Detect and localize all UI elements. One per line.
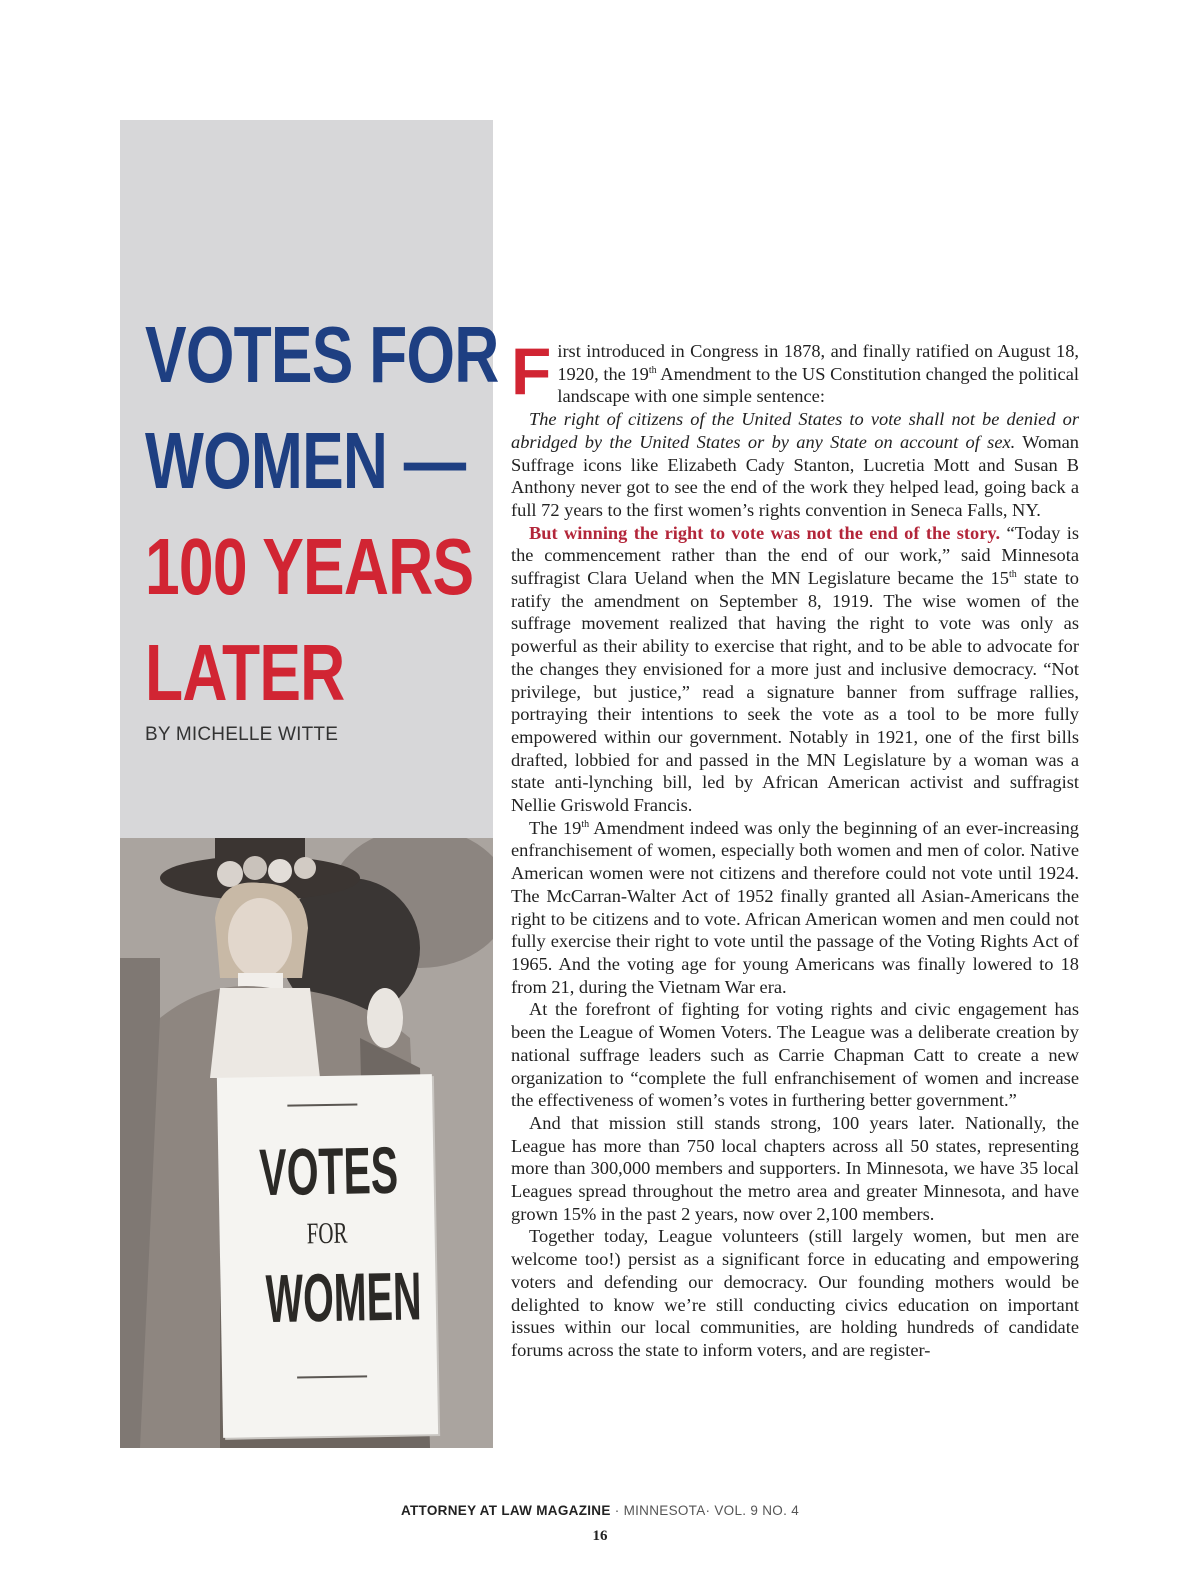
headline-line-4: LATER (145, 628, 345, 717)
byline: BY MICHELLE WITTE (145, 724, 339, 745)
drop-cap: F (511, 334, 552, 408)
article-paragraph-3 (511, 522, 1079, 817)
article-paragraph-5: At the forefront of fighting for voting rights and civic engagement has been the League of Women Voters. The League was a deliberate creation by national suffrage leaders such as Carrie Chapman Catt to create a new organization to “complete the full enfranchisement of women and increase the effectiveness of women’s votes in furthering better government.” (511, 999, 1079, 1111)
article-text: “Today is the commencement rather than the end of our work,” said Minnesota suffragist Clara Ueland when the MN Legislature became the 15 (511, 522, 1079, 589)
superscript: th (581, 818, 590, 830)
headline-line-1: VOTES FOR (145, 310, 499, 399)
article-body (511, 334, 1079, 1362)
suffragist-photo (120, 838, 493, 1448)
superscript: th (648, 364, 657, 376)
article-paragraph-7: Together today, League volunteers (still largely women, but men are welcome too!) persist as a significant force in educating and empowering voters and defending our democracy. Our founding mothers would be delighted to know we’re still conducting civics education on important issues within our local communities, are holding hundreds of candidate forums across the state to inform voters, and are register- (511, 1226, 1079, 1360)
page-number: 16 (592, 1528, 608, 1544)
article-paragraph-4 (511, 817, 1079, 999)
article-text: Amendment indeed was only the beginning of an ever-increasing enfranchisement of women, especially both women and men of color. Native American women were not citizens and therefore could not vote until 1924. The McCarran-Walter Act of 1952 finally granted all Asian-Americans the right to be citizens and to vote. African American women and men could not fully exercise their right to vote until the passage of the Voting Rights Act of 1965. And the voting age for young Americans was finally lowered to 18 from 21, during the Vietnam War era. (511, 817, 1079, 997)
superscript: th (1008, 569, 1017, 581)
article-text: Woman Suffrage icons like Elizabeth Cady Stanton, Lucretia Mott and Susan B Anthony never got to see the end of the work they helped lead, going back a full 72 years to the first women’s rights convention in Seneca Falls, NY. (511, 431, 1079, 520)
sign-ornament (287, 1103, 357, 1106)
article-paragraph-1 (511, 334, 1079, 408)
sign-ornament-bottom (297, 1375, 367, 1378)
sign-women: WOMEN (265, 1258, 423, 1338)
article-text: The 19 (529, 817, 582, 838)
sign-votes: VOTES (258, 1132, 399, 1210)
amendment-quote: The right of citizens of the United States to vote shall not be denied or abridged by the United States or by any State on account of sex. (511, 409, 1079, 452)
magazine-name: ATTORNEY AT LAW MAGAZINE (400, 1503, 611, 1518)
article-text: Amendment to the US Constitution changed the political landscape with one simple sentence: (557, 363, 1079, 407)
article-paragraph-6: And that mission still stands strong, 100 years later. Nationally, the League has more than 750 local chapters across all 50 states, representing more than 300,000 members and supporters. In Minnesota, we have 35 local Leagues spread throughout the metro area and greater Minnesota, and have grown 15% in the past 2 years, now over 2,100 members. (511, 1112, 1079, 1224)
highlight-sentence: But winning the right to vote was not the end of the story. (529, 522, 1001, 543)
issue-info: · MINNESOTA· VOL. 9 NO. 4 (610, 1503, 800, 1518)
article-paragraph-2 (511, 408, 1079, 522)
headline-line-2: WOMEN — (145, 416, 466, 505)
protest-sign (217, 1074, 438, 1438)
page-footer (0, 1503, 1200, 1518)
headline (145, 302, 499, 726)
article-text: state to ratify the amendment on September 8, 1919. The wise women of the suffrage movement realized that having the right to vote was only as powerful as their ability to exercise that right, and to be able to advocate for the changes they envisioned for a more just and inclusive democracy. “Not privilege, but justice,” read a signature banner from suffrage rallies, portraying their intentions to seek the vote as a tool to be more fully empowered within our government. Notably in 1921, one of the first bills drafted, lobbied for and passed in the MN Legislature by a woman was a state anti-lynching bill, led by African American activist and suffragist Nellie Griswold Francis. (511, 568, 1079, 816)
headline-line-3: 100 YEARS (145, 522, 474, 611)
sign-for: FOR (306, 1216, 348, 1251)
article-text: irst introduced in Congress in 1878, and finally ratified on August 18, 1920, the 19 (557, 341, 1079, 384)
